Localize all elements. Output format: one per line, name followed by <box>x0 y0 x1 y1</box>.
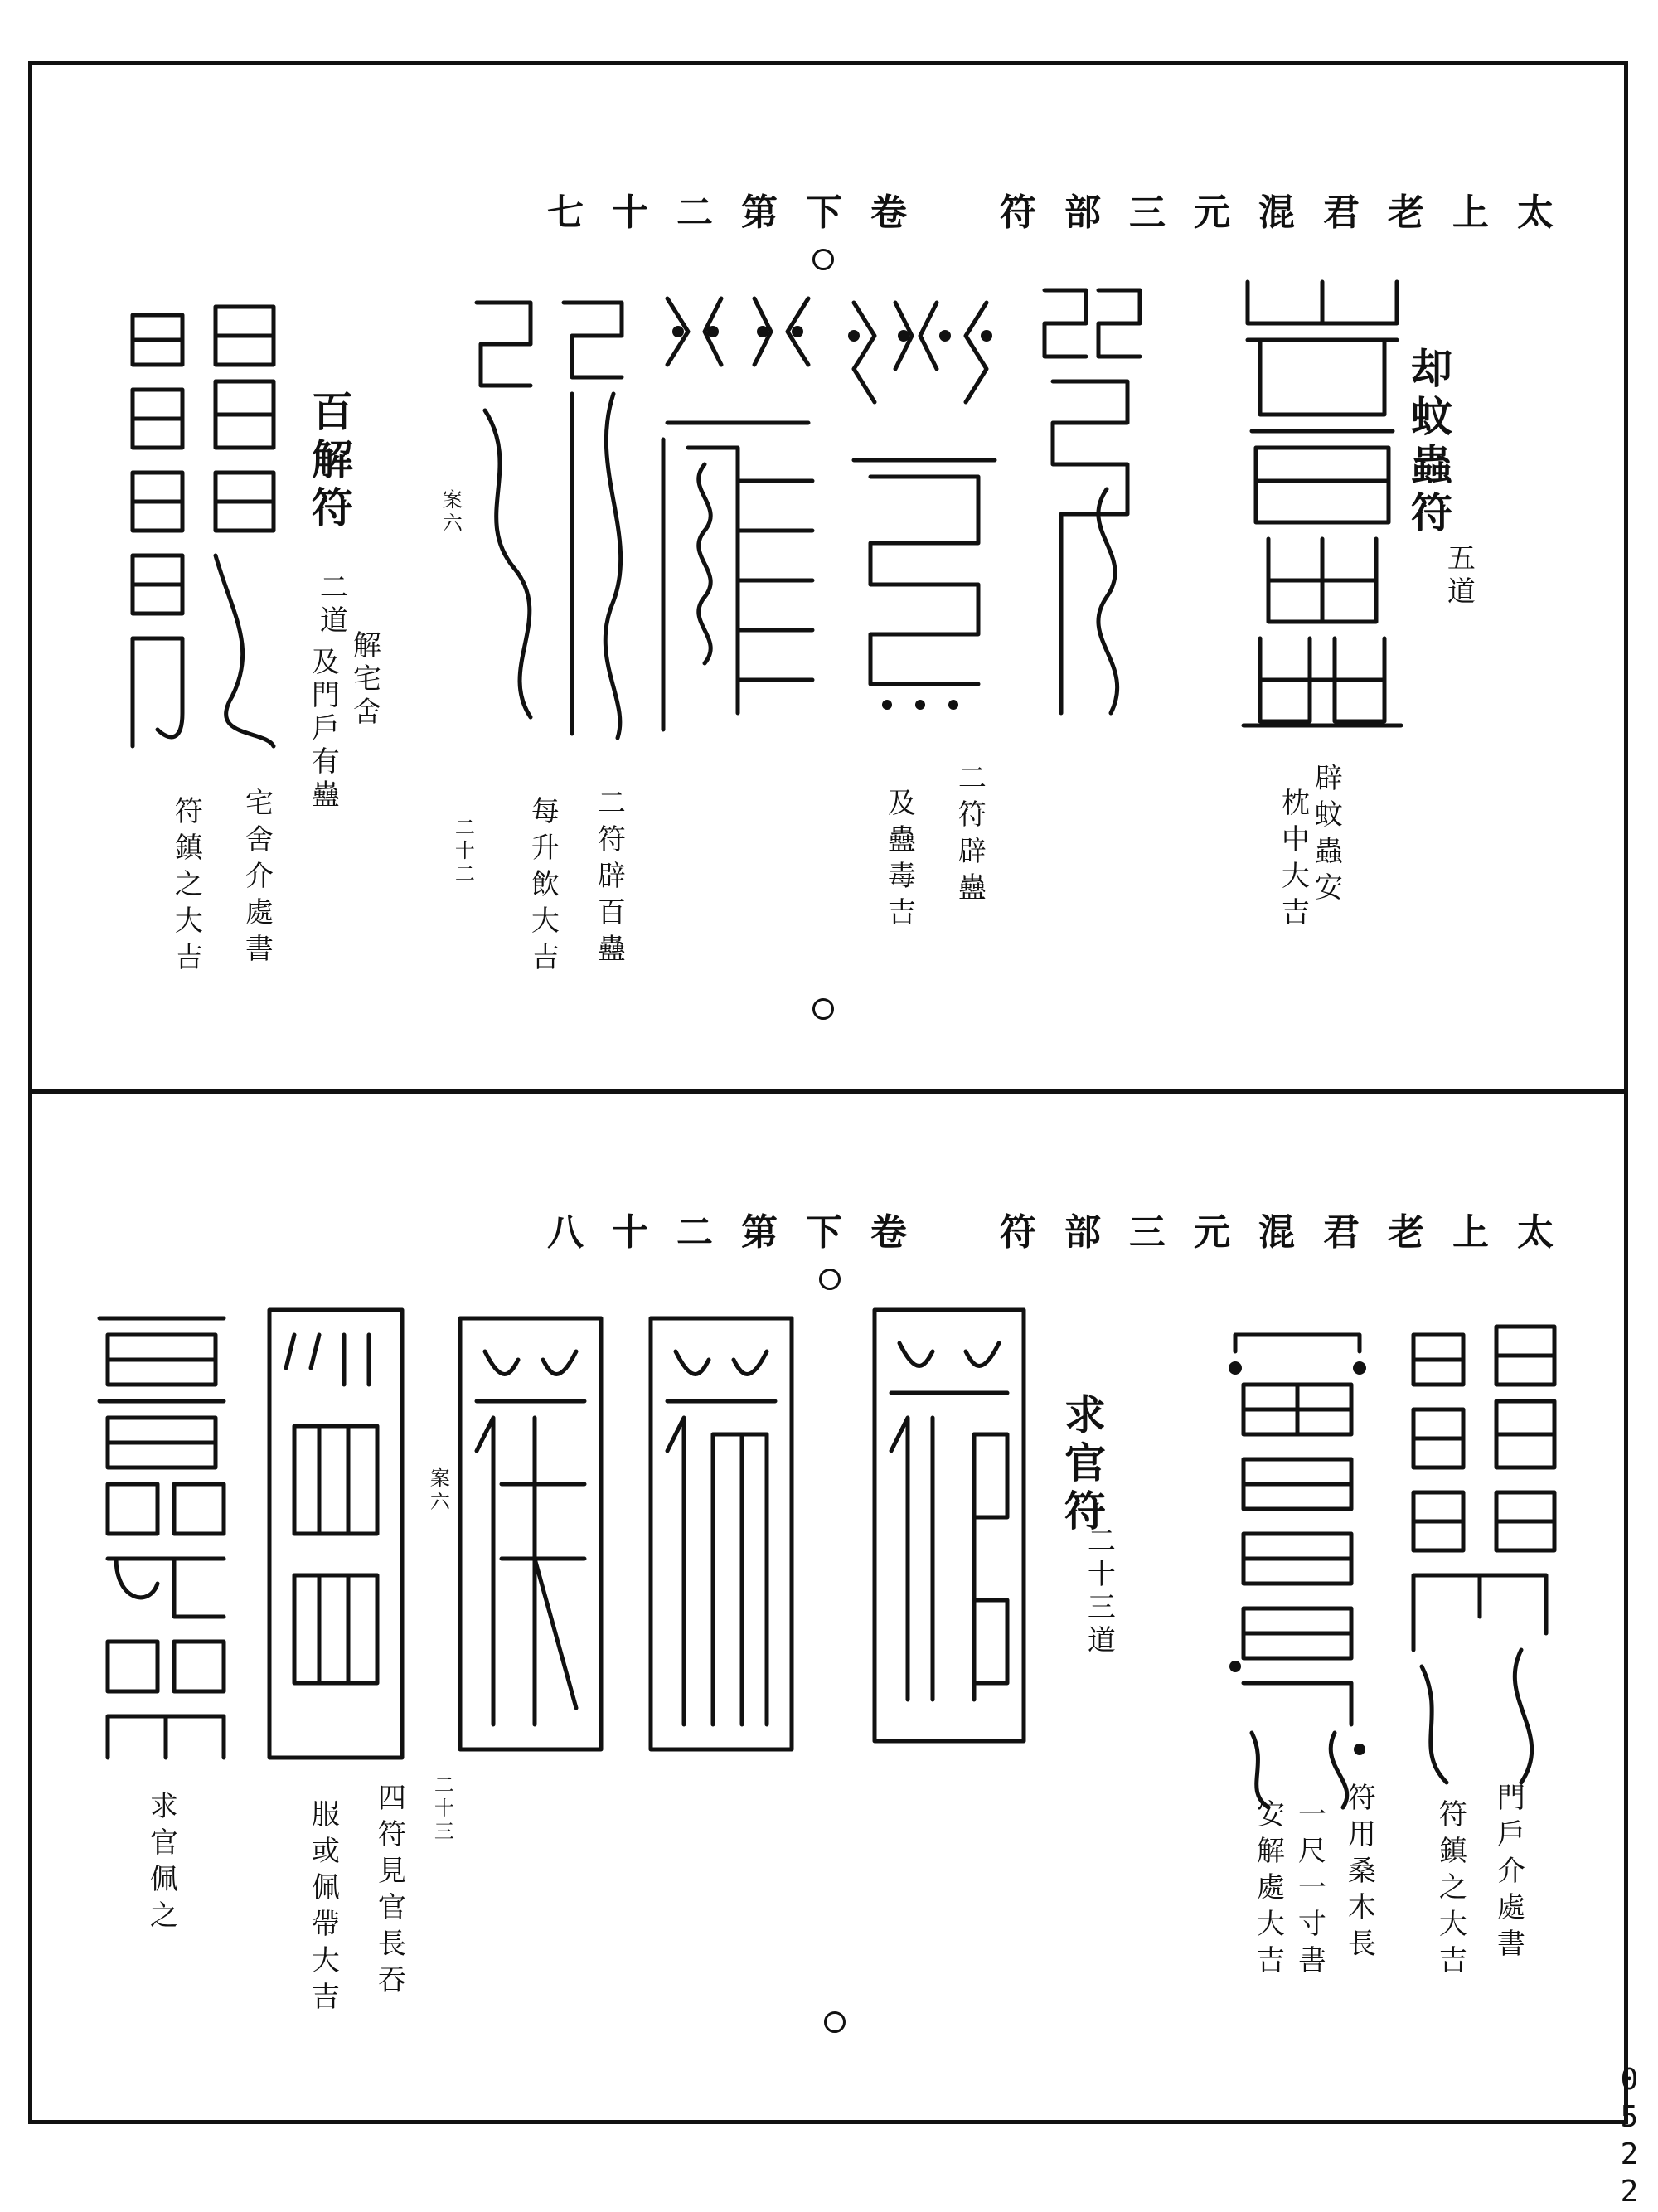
note: 四符見官長吞 <box>372 1783 406 2001</box>
talisman-glyph <box>464 286 647 750</box>
note: 門戶介處書 <box>1491 1783 1525 1965</box>
note: 每升飲大吉 <box>526 796 560 978</box>
note: 宅舍介處書 <box>240 788 274 970</box>
note: 一尺一寸書 <box>1292 1799 1326 1982</box>
talisman-subtitle: 解宅舍 <box>347 630 381 730</box>
note: 求官佩之 <box>144 1791 178 1937</box>
talisman-subtitle: 及門戶有蠱 <box>306 647 340 813</box>
note: 服或佩帶大吉 <box>306 1799 340 2018</box>
talisman-glyph <box>116 298 282 763</box>
talisman-glyph <box>261 1302 410 1766</box>
note-small: 二十三 <box>430 1774 454 1844</box>
talisman-glyph <box>655 282 821 746</box>
binding-circle <box>819 1269 841 1290</box>
talisman-glyph <box>866 1302 1032 1749</box>
talisman-glyph <box>83 1310 240 1774</box>
talisman-glyph <box>452 1310 609 1758</box>
note: 二符辟百蠱 <box>592 788 626 970</box>
note-small: 二十二 <box>451 817 475 886</box>
talisman-glyph <box>1397 1318 1563 1799</box>
note: 安解處大吉 <box>1251 1799 1285 1982</box>
margin-mark: 案六 <box>426 1467 450 1514</box>
talisman-glyph <box>1235 274 1409 738</box>
talisman-count: 二十三道 <box>1082 1526 1116 1658</box>
note: 二符辟蠱 <box>953 763 987 909</box>
note: 符用桑木長 <box>1342 1783 1376 1965</box>
talisman-glyph <box>642 1310 800 1758</box>
margin-mark: 案六 <box>439 489 463 536</box>
note: 符鎮之大吉 <box>1433 1799 1467 1982</box>
note: 符鎮之大吉 <box>169 796 203 978</box>
page-number: 0522 <box>1612 2063 1646 2212</box>
talisman-title: 求官符 <box>1058 1393 1107 1537</box>
note: 枕中大吉 <box>1276 788 1310 934</box>
running-head-bottom: 太上老君混元三部符 卷下第二十八 <box>547 1211 1582 1254</box>
talisman-glyph <box>1219 1318 1376 1816</box>
binding-circle <box>824 2011 846 2033</box>
talisman-count: 五道 <box>1442 543 1476 609</box>
talisman-glyph <box>1028 282 1152 746</box>
panel-divider <box>28 1089 1628 1094</box>
note: 及蠱毒吉 <box>882 788 916 934</box>
running-head-top: 太上老君混元三部符 卷下第二十七 <box>547 192 1582 234</box>
talisman-title: 百解符 <box>305 390 354 534</box>
note: 辟蚊蟲安 <box>1309 763 1343 909</box>
binding-circle <box>812 998 834 1020</box>
talisman-title: 却蚊蟲符 <box>1404 347 1453 539</box>
binding-circle <box>812 249 834 270</box>
talisman-count: 二道 <box>314 572 348 638</box>
talisman-glyph <box>837 286 1003 725</box>
